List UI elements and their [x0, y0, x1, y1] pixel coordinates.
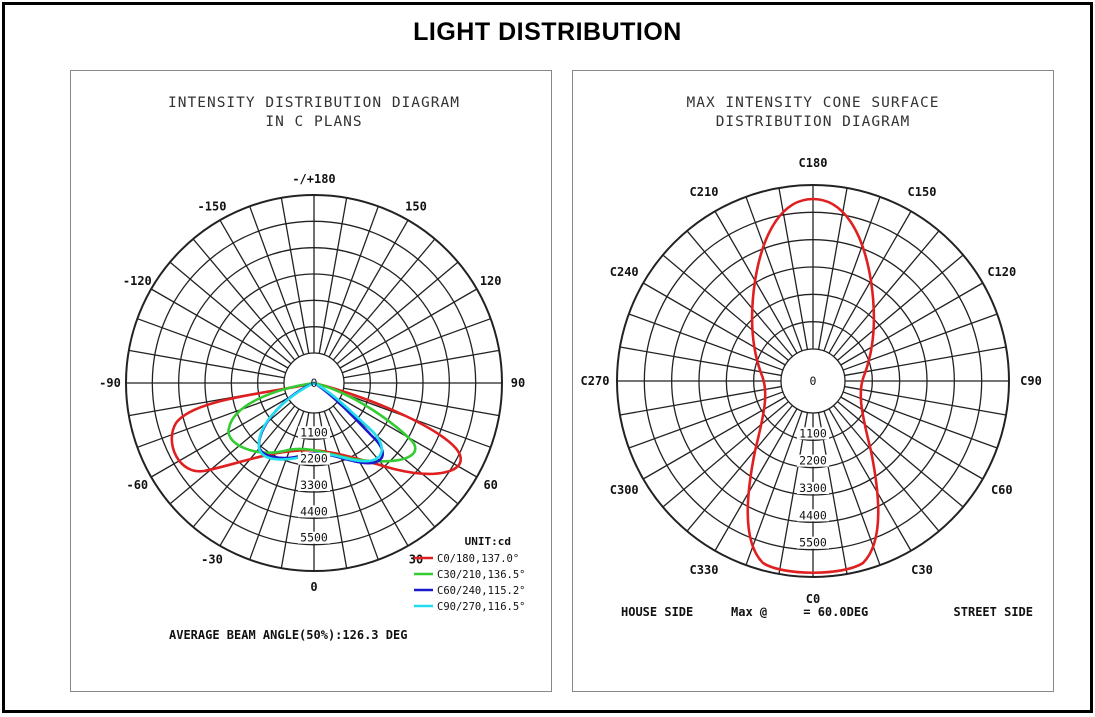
radial-label: 4400: [300, 504, 328, 519]
angle-label: C150: [907, 185, 937, 200]
cone-diagram-svg: [573, 71, 1055, 693]
angle-label: -/+180: [292, 172, 336, 186]
angle-label: C330: [689, 562, 719, 577]
house-side-label: HOUSE SIDE: [621, 605, 694, 619]
legend: [414, 553, 526, 613]
angle-label: -150: [197, 199, 227, 214]
angle-label: -60: [126, 478, 149, 492]
angle-label: C180: [798, 156, 828, 170]
intensity-distribution-panel: [70, 70, 552, 692]
radial-label: 4400: [799, 508, 827, 523]
street-side-label: STREET SIDE: [953, 605, 1033, 619]
radial-label: 0: [809, 374, 817, 388]
radial-label: 2200: [799, 453, 827, 468]
angle-label: -90: [99, 376, 121, 390]
left-diagram-title-line1: INTENSITY DISTRIBUTION DIAGRAM: [168, 95, 460, 111]
intensity-diagram-svg: [71, 71, 553, 693]
angle-label: C60: [990, 483, 1013, 497]
max-angle-label: Max @ = 60.0DEG: [731, 605, 869, 619]
cone-surface-panel: [572, 70, 1054, 692]
angle-label: C90: [1020, 374, 1042, 388]
radial-label: 1100: [300, 425, 328, 440]
legend-label: C60/240,115.2°: [437, 585, 526, 597]
right-diagram-title-line2: DISTRIBUTION DIAGRAM: [715, 114, 911, 130]
angle-label: C270: [580, 374, 610, 388]
angle-label: -120: [122, 274, 152, 288]
angle-label: C210: [689, 185, 719, 200]
legend-label: C90/270,116.5°: [437, 601, 526, 613]
angle-label: 90: [510, 376, 526, 390]
average-beam-angle: AVERAGE BEAM ANGLE(50%):126.3 DEG: [169, 628, 408, 642]
legend-label: C30/210,136.5°: [437, 569, 526, 581]
angle-label: -30: [201, 552, 223, 567]
right-diagram-title-line1: MAX INTENSITY CONE SURFACE: [686, 95, 940, 111]
radial-label: 1100: [799, 426, 827, 441]
left-diagram-title-line2: IN C PLANS: [265, 114, 363, 130]
angle-label: 120: [479, 274, 502, 288]
radial-label: 5500: [799, 535, 827, 550]
angle-label: C30: [911, 562, 933, 577]
angle-label: 150: [405, 199, 427, 214]
angle-label: 60: [483, 478, 498, 492]
radial-label: 3300: [799, 481, 827, 495]
radial-label: 0: [310, 376, 318, 390]
radial-label: 5500: [300, 530, 328, 545]
page-title: LIGHT DISTRIBUTION: [413, 18, 682, 46]
angle-label: C120: [987, 265, 1017, 279]
legend-label: C0/180,137.0°: [437, 553, 520, 565]
radial-label: 2200: [300, 451, 328, 466]
angle-label: C300: [609, 483, 639, 497]
angle-label: C0: [805, 592, 821, 606]
radial-label: 3300: [300, 478, 328, 492]
angle-label: 0: [310, 580, 318, 594]
angle-label: 30: [408, 552, 424, 567]
unit-label: UNIT:cd: [464, 535, 511, 548]
angle-label: C240: [609, 265, 639, 279]
